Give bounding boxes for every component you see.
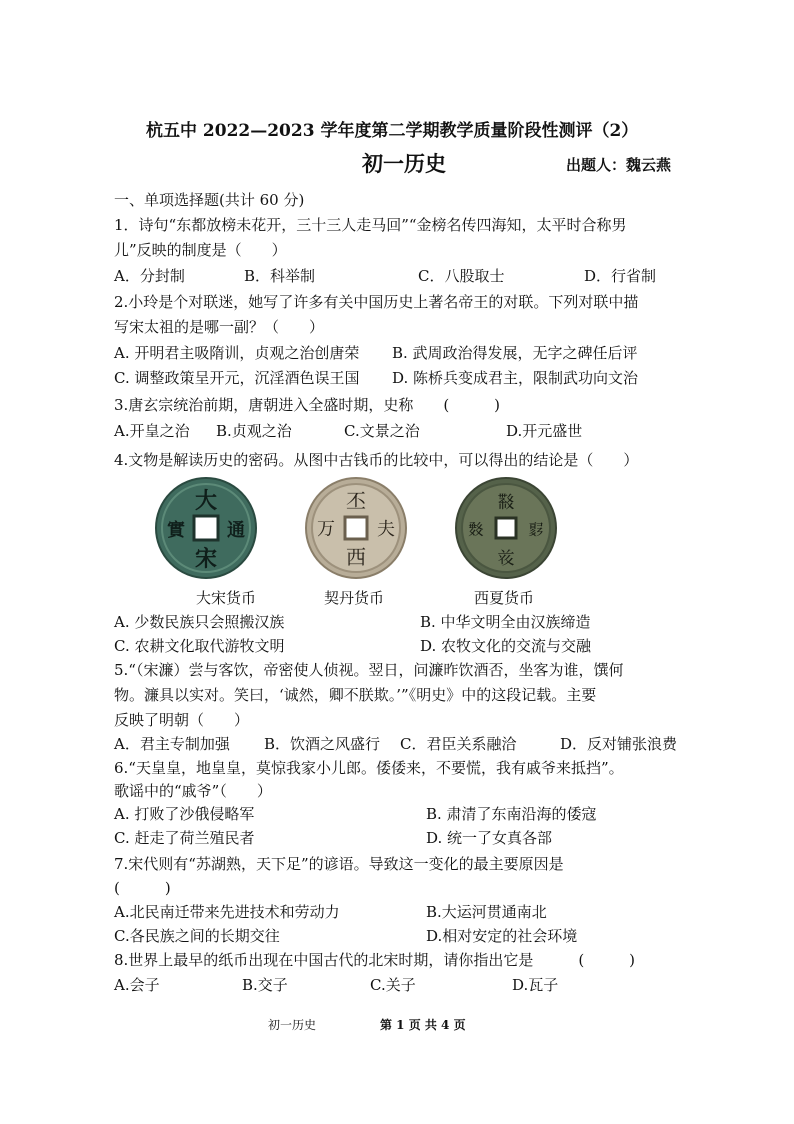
khitan-coin-char-bottom: 西 [346,545,366,569]
question-5-option-a: A．君主专制加强 [114,735,230,753]
western-xia-coin-char-left: 𘞃 [467,520,485,539]
question-6-stem-line-2: 歌谣中的“戚爷”（ ） [114,782,272,800]
song-coin-char-bottom: 宋 [194,546,218,572]
question-6-option-d: D. 统一了女真各部 [426,829,553,847]
song-coin-char-right: 通 [227,520,245,541]
question-6-option-c: C. 赶走了荷兰殖民者 [114,829,255,847]
question-3-option-d: D.开元盛世 [506,422,583,440]
question-7-option-d: D.相对安定的社会环境 [426,927,578,945]
song-coin-char-top: 大 [194,488,218,514]
khitan-coin-char-top: 丕 [346,489,366,513]
question-1-option-b: B．科举制 [244,267,316,285]
question-8-option-a: A.会子 [114,976,160,994]
question-5-option-b: B．饮酒之风盛行 [264,735,381,753]
question-7-stem-line-1: 7.宋代则有“苏湖熟，天下足”的谚语。导致这一变化的最主要原因是 [114,855,564,873]
question-6-option-a: A. 打败了沙俄侵略军 [114,805,255,823]
question-1-stem-line-1: 1．诗句“东都放榜未花开，三十三人走马回”“金榜名传四海知，太平时合称男 [114,216,627,234]
question-3-option-b: B.贞观之治 [216,422,292,440]
question-6-stem-line-1: 6.“天皇皇，地皇皇，莫惊我家小儿郎。倭倭来，不要慌，我有戚爷来抵挡”。 [114,759,624,777]
western-xia-coin-image [454,476,558,580]
question-2-option-b: B. 武周政治得发展，无字之碑任后评 [392,344,638,362]
question-4-option-d: D. 农牧文化的交流与交融 [420,637,592,655]
question-2-stem-line-1: 2.小玲是个对联迷，她写了许多有关中国历史上著名帝王的对联。下列对联中描 [114,293,639,311]
question-6-option-b: B. 肃清了东南沿海的倭寇 [426,805,597,823]
song-coin-char-left: 實 [167,520,185,541]
question-2-option-c: C. 调整政策呈开元，沉淫酒色误王国 [114,369,360,387]
question-4-stem: 4.文物是解读历史的密码。从图中古钱币的比较中，可以得出的结论是（ ） [114,451,639,469]
question-1-option-a: A．分封制 [114,267,185,285]
question-4-option-a: A. 少数民族只会照搬汉族 [114,613,285,631]
question-7-option-b: B.大运河贯通南北 [426,903,547,921]
question-5-option-d: D．反对铺张浪费 [560,735,678,753]
question-2-option-d: D. 陈桥兵变成君主，限制武功向文治 [392,369,639,387]
question-2-stem-line-2: 写宋太祖的是哪一副？（ ） [114,318,325,336]
author-label: 出题人：魏云燕 [566,156,672,174]
question-5-option-c: C．君臣关系融洽 [400,735,517,753]
section-heading: 一、单项选择题(共计 60 分) [114,191,305,209]
khitan-coin-image [304,476,408,580]
question-8-stem: 8.世界上最早的纸币出现在中国古代的北宋时期，请你指出它是 ( ) [114,951,636,969]
khitan-coin-label: 契丹货币 [324,589,385,607]
question-2-option-a: A. 开明君主吸隋训，贞观之治创唐荣 [114,344,360,362]
footer-page-number: 第 1 页 共 4 页 [380,1018,466,1032]
question-1-stem-line-2: 儿”反映的制度是（ ） [114,241,287,259]
question-1-option-c: C．八股取士 [418,267,505,285]
exam-title: 杭五中 2022—2023 学年度第二学期教学质量阶段性测评（2） [146,121,639,141]
question-5-stem-line-2: 物。濂具以实对。笑曰，‘诚然，卿不朕欺。’”《明史》中的这段记载。主要 [114,686,597,704]
question-4-option-b: B. 中华文明全由汉族缔造 [420,613,591,631]
question-5-stem-line-3: 反映了明朝（ ） [114,711,250,729]
footer-subject: 初一历史 [268,1018,317,1032]
question-5-stem-line-1: 5.“（宋濂）尝与客饮，帝密使人侦视。翌日，问濂昨饮酒否，坐客为谁，馔何 [114,661,624,679]
western-xia-coin-label: 西夏货币 [474,589,535,607]
question-4-option-c: C. 农耕文化取代游牧文明 [114,637,285,655]
subject-heading: 初一历史 [362,151,446,176]
western-xia-coin-char-right: 𘜼 [527,520,545,539]
question-8-option-c: C.关子 [370,976,416,994]
question-1-option-d: D．行省制 [584,267,657,285]
khitan-coin-char-right: 夫 [377,519,395,540]
question-8-option-d: D.瓦子 [512,976,559,994]
question-3-stem: 3.唐玄宗统治前期，唐朝进入全盛时期，史称 ( ) [114,396,501,414]
question-8-option-b: B.交子 [242,976,288,994]
question-7-option-c: C.各民族之间的长期交往 [114,927,280,945]
question-7-stem-line-2: ( ) [114,879,171,897]
western-xia-coin-char-top: 𘜶 [497,492,515,513]
question-7-option-a: A.北民南迁带来先进技术和劳动力 [114,903,340,921]
song-coin-image [154,476,258,580]
song-coin-label: 大宋货币 [196,589,257,607]
question-3-option-a: A.开皇之治 [114,422,190,440]
question-3-option-c: C.文景之治 [344,422,420,440]
western-xia-coin-char-bottom: 𘝞 [497,548,515,569]
khitan-coin-char-left: 万 [317,519,335,540]
